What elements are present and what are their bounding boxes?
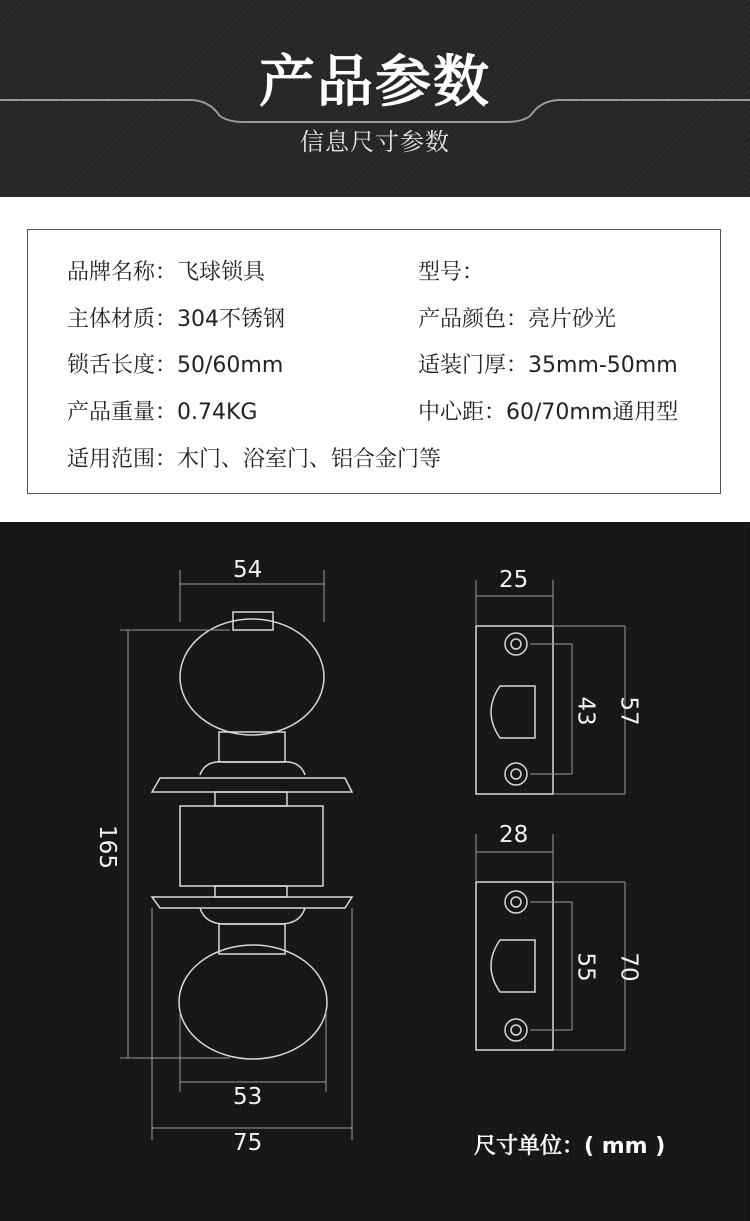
header-banner bbox=[0, 0, 750, 197]
spec-brand: 品牌名称：飞球锁具 bbox=[67, 260, 266, 285]
dim-rose-width: 75 bbox=[233, 1130, 263, 1156]
page-subtitle: 信息尺寸参数 bbox=[300, 128, 450, 156]
dim-plate2-height: 70 bbox=[615, 952, 642, 982]
dim-plate1-width: 25 bbox=[499, 567, 529, 593]
spec-applicable: 适用范围：木门、浴室门、铝合金门等 bbox=[67, 447, 442, 472]
spec-material: 主体材质：304不锈钢 bbox=[67, 307, 285, 332]
spec-latch-length: 锁舌长度：50/60mm bbox=[67, 353, 284, 378]
lower-rose bbox=[152, 897, 352, 908]
spec-door-thickness: 适装门厚：35mm-50mm bbox=[418, 353, 678, 378]
spec-center-distance: 中心距：60/70mm通用型 bbox=[418, 400, 679, 425]
dim-knob-bottom-width: 53 bbox=[233, 1084, 263, 1110]
dim-plate2-hole-spacing: 55 bbox=[572, 952, 599, 982]
lock-body bbox=[180, 806, 323, 886]
upper-knob bbox=[180, 619, 324, 735]
dim-plate2-width: 28 bbox=[499, 822, 529, 848]
upper-rose bbox=[152, 778, 352, 792]
dimension-drawing bbox=[0, 522, 750, 1221]
dim-knob-top-width: 54 bbox=[233, 557, 263, 583]
dim-plate1-height: 57 bbox=[615, 696, 642, 726]
spec-table bbox=[27, 229, 721, 494]
dim-total-height: 165 bbox=[93, 825, 120, 869]
lower-knob bbox=[179, 945, 327, 1059]
lock-line-drawing bbox=[0, 522, 750, 1221]
spec-color: 产品颜色：亮片砂光 bbox=[418, 307, 617, 332]
page-title: 产品参数 bbox=[259, 50, 491, 115]
unit-note: 尺寸单位：( mm ) bbox=[474, 1134, 666, 1159]
spec-weight: 产品重量：0.74KG bbox=[67, 400, 258, 425]
spec-model: 型号： bbox=[418, 260, 485, 285]
dim-plate1-hole-spacing: 43 bbox=[572, 696, 599, 726]
